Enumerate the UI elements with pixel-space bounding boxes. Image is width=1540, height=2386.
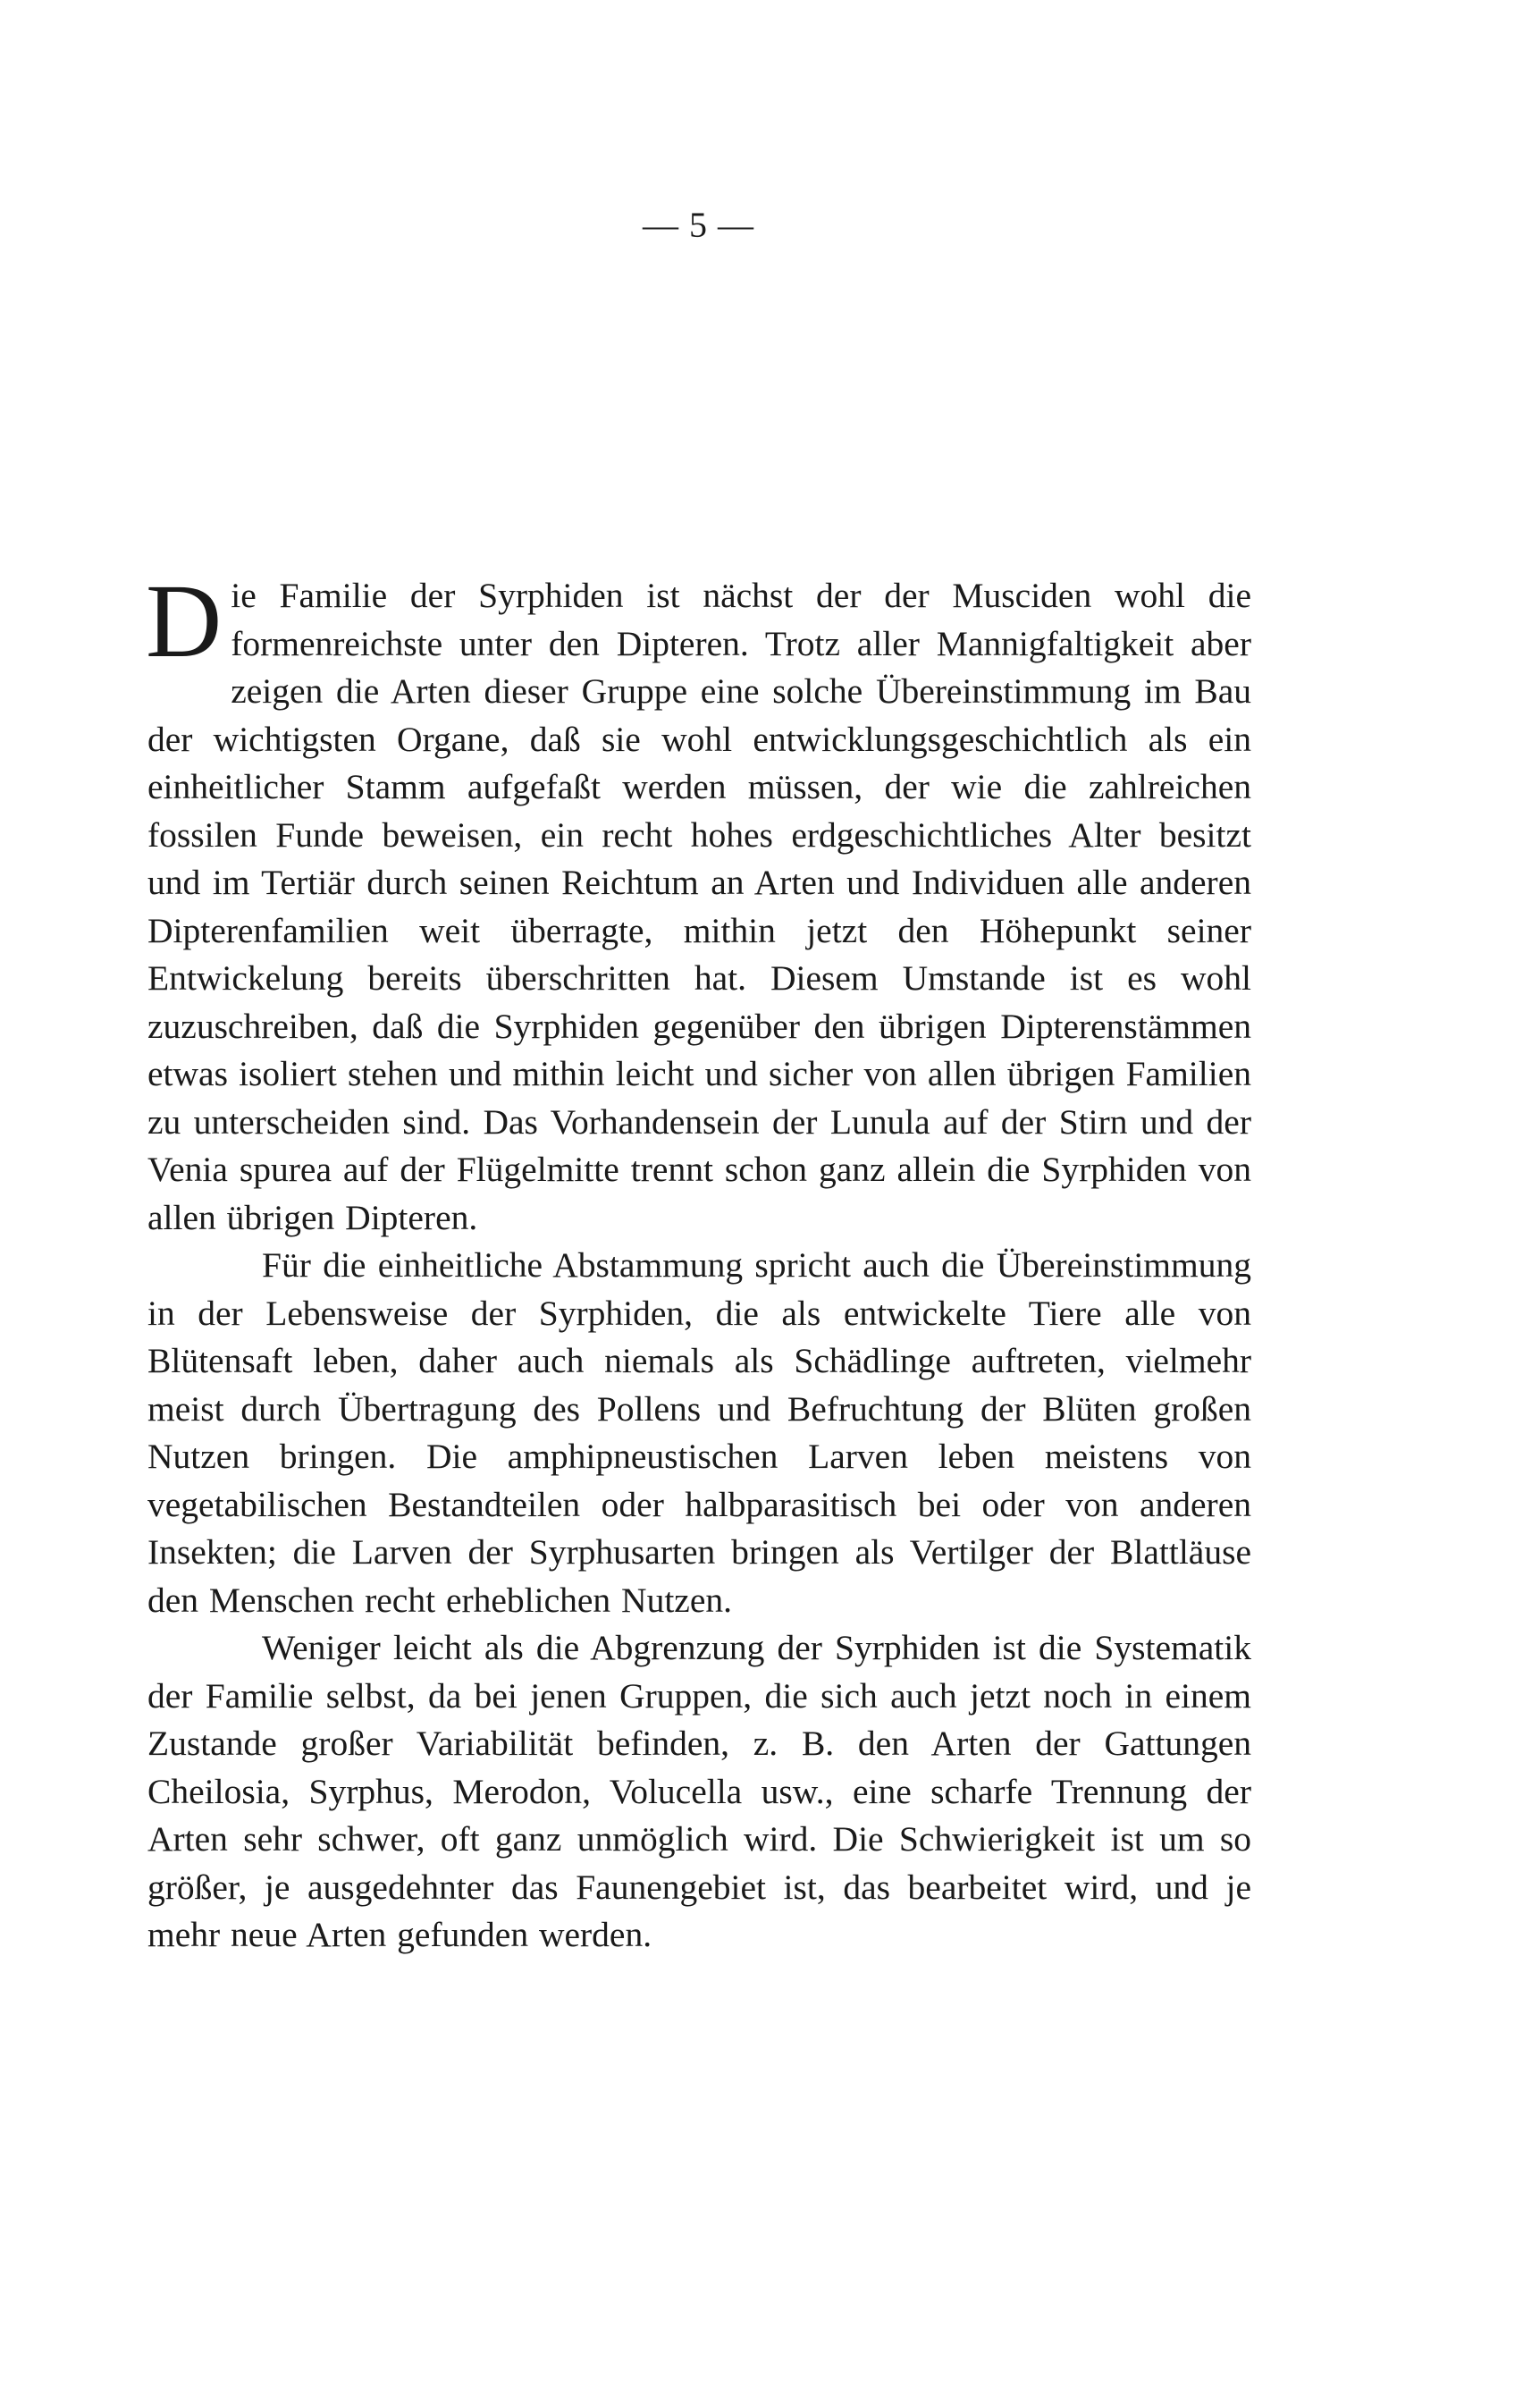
page-number: — 5 — xyxy=(643,205,754,245)
body-text xyxy=(146,562,1251,1960)
paragraph-2: Für die einheitliche Abstammung spricht auch die Übereinstimmung in der Lebensweise der Syrphiden, die als entwickelte Tiere alle von Blütensaft leben, daher auch niemals als Schädlinge auftreten, vielmehr meist durch Übertragung des Pollens und Befruchtung der Blüten großen Nutzen bringen. Die amphipneustischen Larven leben meistens von vegetabilischen Bestandteilen oder halbparasitisch bei oder von anderen Insekten; die Larven der Syrphusarten bringen als Vertilger der Blattläuse den Menschen recht erheblichen Nutzen. xyxy=(147,1245,1251,1620)
paragraph-1 xyxy=(146,562,1251,1242)
paragraph-3: Weniger leicht als die Abgrenzung der Syrphiden ist die Systematik der Familie selbst, da bei jenen Gruppen, die sich auch jetzt noch in einem Zustande großer Variabilität befinden, z. B. den Arten der Gattungen Cheilosia, Syrphus, Merodon, Volucella usw., eine scharfe Trennung der Arten sehr schwer, oft ganz unmöglich wird. Die Schwierigkeit ist um so größer, je ausgedehnter das Faunengebiet ist, das bearbeitet wird, und je mehr neue Arten gefunden werden. xyxy=(147,1628,1251,1954)
drop-cap: D xyxy=(146,562,223,679)
paragraph-1-text: ie Familie der Syrphiden ist nächst der der Musciden wohl die formenreichste unter den Dipteren. Trotz aller Mannigfaltigkeit aber zeigen die Arten dieser Gruppe eine solche Übereinstimmung im Bau der wichtigsten Organe, daß sie wohl entwicklungsgeschichtlich als ein einheitlicher Stamm aufgefaßt werden müssen, der wie die zahlreichen fossilen Funde beweisen, ein recht hohes erdgeschichtliches Alter besitzt und im Tertiär durch seinen Reichtum an Arten und Individuen alle anderen Dipterenfamilien weit überragte, mithin jetzt den Höhepunkt seiner Entwickelung bereits überschritten hat. Diesem Umstande ist es wohl zuzuschreiben, daß die Syrphiden gegenüber den übrigen Dipterenstämmen etwas isoliert stehen und mithin leicht und sicher von allen übrigen Familien zu unterscheiden sind. Das Vorhandensein der Lunula auf der Stirn und der Venia spurea auf der Flügelmitte trennt schon ganz allein die Syrphiden von allen übrigen Dipteren. xyxy=(147,576,1251,1237)
